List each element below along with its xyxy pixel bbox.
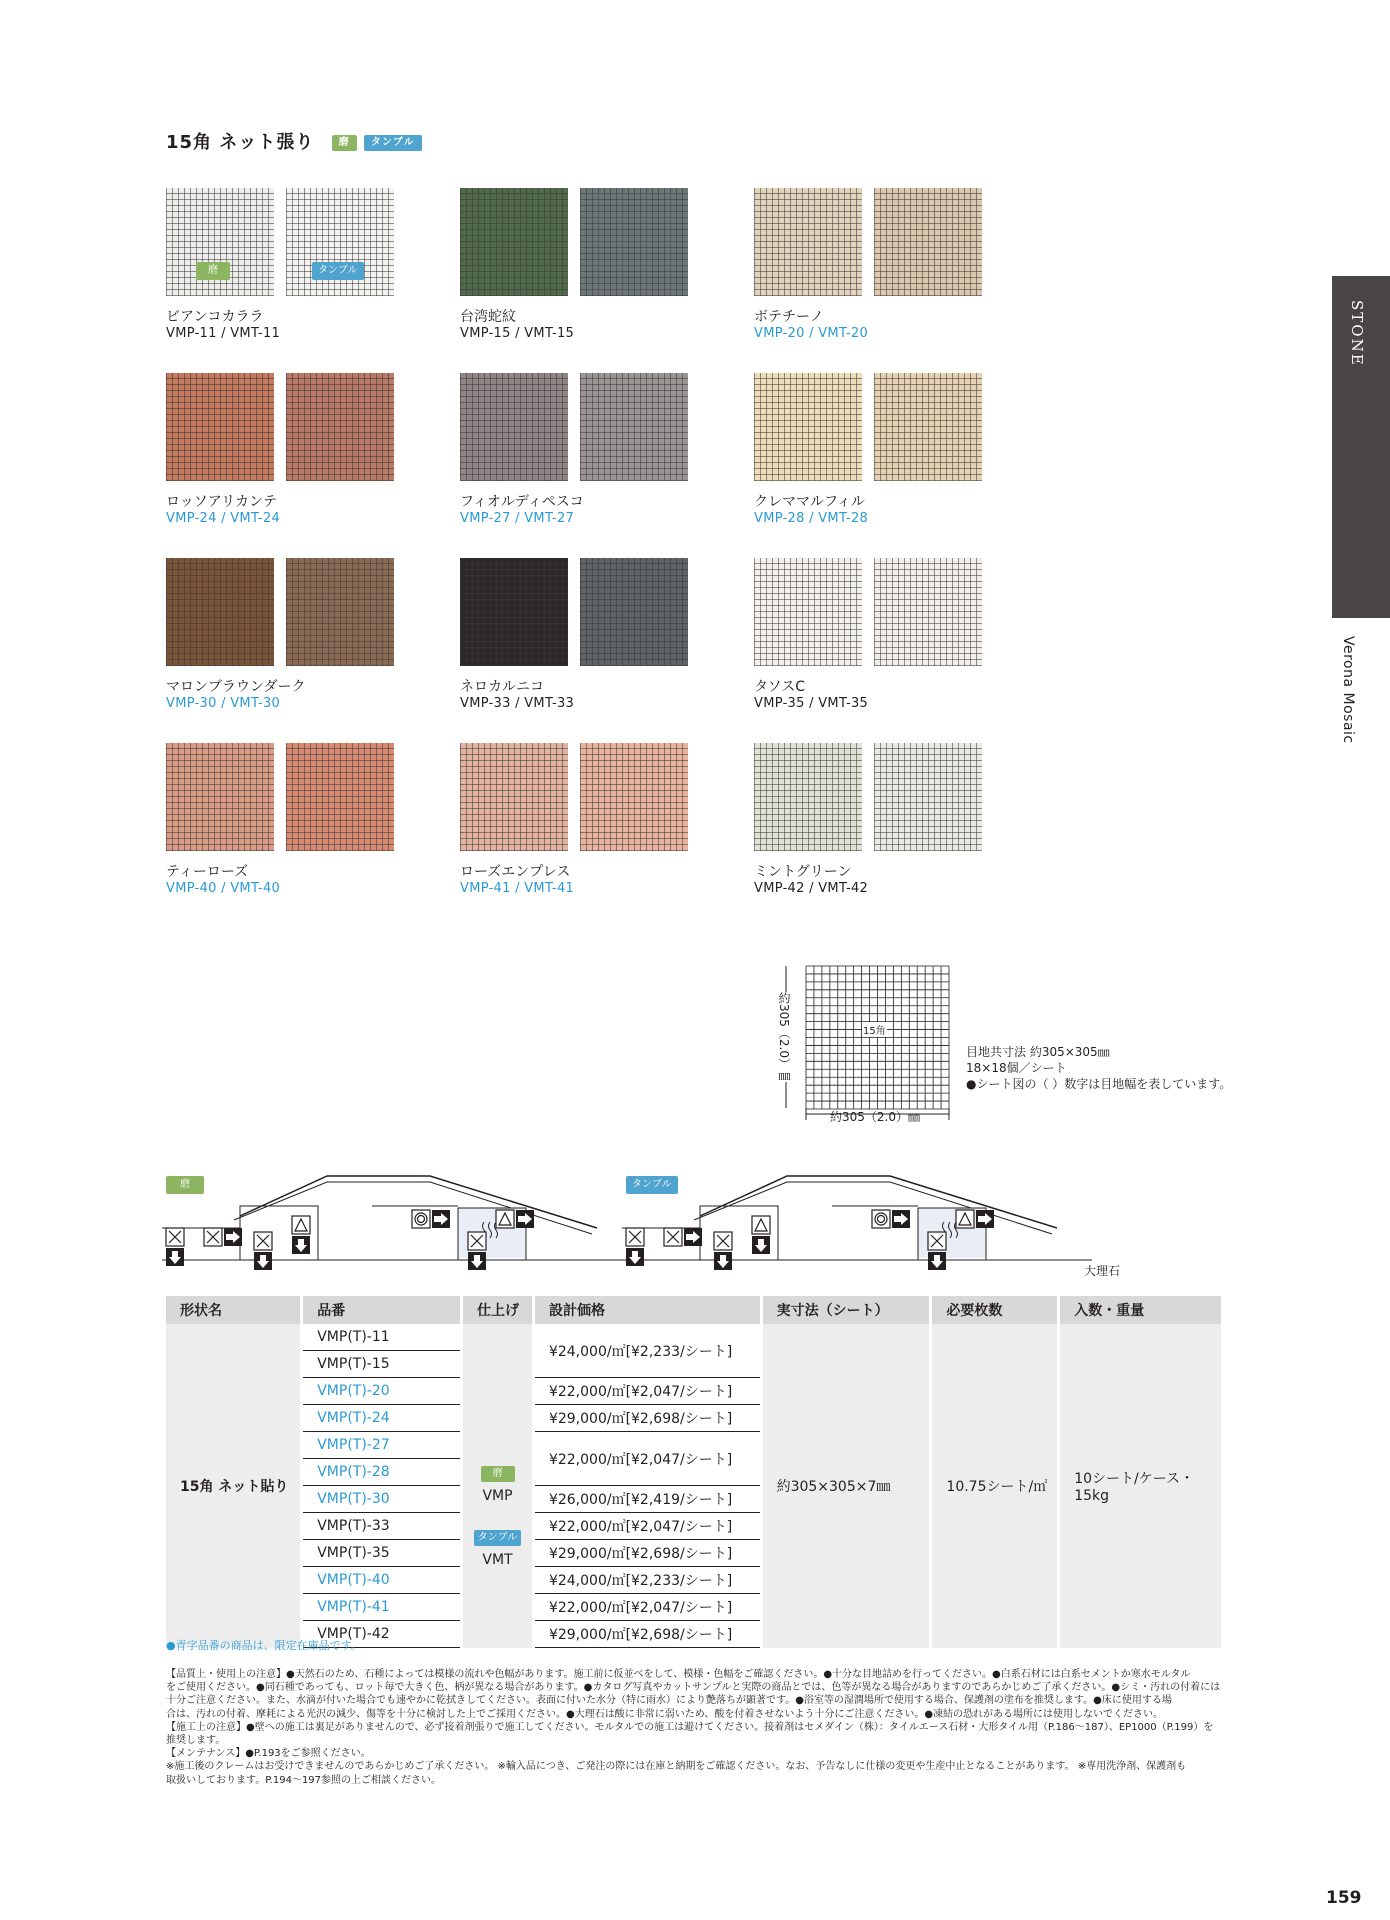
header-size: 実寸法（シート） bbox=[761, 1296, 931, 1324]
limited-stock-note: ●青字品番の商品は、限定在庫品です。 bbox=[166, 1639, 362, 1652]
note-line: をご使用ください。●同石種であっても、ロット毎で大きく色、柄が異なる場合があります。●カタログ写真やカットサンプルと実際の商品とでは、色等が異なる場合がありますのであらかじめご了承ください。●シミ・汚れの付着には bbox=[166, 1682, 1221, 1694]
tumbled-swatch bbox=[286, 373, 394, 481]
product-name: クレママルフィル bbox=[754, 494, 865, 510]
product-name: ロッソアリカンテ bbox=[166, 494, 278, 510]
diagram-tumbled-badge: タンブル bbox=[626, 1176, 678, 1194]
wall-line bbox=[622, 1216, 700, 1228]
price-cell: ¥24,000/㎡[¥2,233/シート] bbox=[533, 1324, 761, 1378]
material-label: 大理石 bbox=[1084, 1264, 1121, 1278]
polished-swatch bbox=[166, 373, 274, 481]
header-required: 必要枚数 bbox=[931, 1296, 1059, 1324]
product-name: 台湾蛇紋 bbox=[460, 309, 516, 325]
finish-polished-badge: 磨 bbox=[481, 1466, 515, 1482]
sheet-spec-line: 目地共寸法 約305×305㎜ bbox=[966, 1045, 1110, 1059]
notes bbox=[166, 1668, 1226, 1787]
polished-swatch bbox=[460, 743, 568, 851]
shape-name-cell: 15角 ネット貼り bbox=[166, 1324, 302, 1648]
note-line: 【施工上の注意】●壁への施工は裏足がありませんので、必ず接着剤張りで施工してください。モルタルでの施工は避けてください。接着剤はセメダイン（株）：タイルエース石材・大形タイル用（P.186〜187）、EP1000（P.199）を bbox=[166, 1721, 1214, 1733]
spec-table bbox=[166, 1296, 1224, 1648]
product-code: VMP-33 / VMT-33 bbox=[460, 696, 575, 711]
product-code: VMP-42 / VMT-42 bbox=[754, 881, 869, 896]
product-name: フィオルディペスコ bbox=[460, 494, 584, 510]
tumbled-swatch bbox=[874, 373, 982, 481]
code-cell: VMP(T)-42 bbox=[302, 1621, 462, 1648]
size-cell: 約305×305×7㎜ bbox=[761, 1324, 931, 1648]
tumbled-swatch bbox=[580, 373, 688, 481]
price-cell: ¥29,000/㎡[¥2,698/シート] bbox=[533, 1621, 761, 1648]
code-cell: VMP(T)-11 bbox=[302, 1324, 462, 1351]
sheet-spec bbox=[966, 1044, 1231, 1092]
price-cell: ¥29,000/㎡[¥2,698/シート] bbox=[533, 1540, 761, 1567]
polished-swatch bbox=[166, 743, 274, 851]
wall-line bbox=[162, 1216, 240, 1228]
product-code: VMP-28 / VMT-28 bbox=[754, 511, 869, 526]
code-cell: VMP(T)-41 bbox=[302, 1594, 462, 1621]
product-code: VMP-35 / VMT-35 bbox=[754, 696, 869, 711]
code-cell: VMP(T)-33 bbox=[302, 1513, 462, 1540]
section-title: 15角 ネット張り bbox=[166, 132, 315, 153]
code-cell: VMP(T)-40 bbox=[302, 1567, 462, 1594]
price-cell: ¥24,000/㎡[¥2,233/シート] bbox=[533, 1567, 761, 1594]
header-shape: 形状名 bbox=[166, 1296, 302, 1324]
tumbled-swatch bbox=[286, 743, 394, 851]
product-name: ティーローズ bbox=[166, 864, 249, 880]
tumbled-swatch bbox=[874, 558, 982, 666]
code-cell: VMP(T)-27 bbox=[302, 1432, 462, 1459]
polished-swatch bbox=[754, 743, 862, 851]
polished-swatch bbox=[460, 188, 568, 296]
sheet-diagram bbox=[770, 958, 1030, 1128]
tumbled-swatch bbox=[874, 188, 982, 296]
product-name: マロンブラウンダーク bbox=[166, 679, 306, 695]
code-cell: VMP(T)-20 bbox=[302, 1378, 462, 1405]
sheet-grid bbox=[806, 966, 949, 1109]
swatch-tumbled-badge: タンブル bbox=[312, 262, 364, 280]
polished-swatch bbox=[166, 558, 274, 666]
code-cell: VMP(T)-35 bbox=[302, 1540, 462, 1567]
tumbled-usage-diagram bbox=[622, 1176, 1092, 1270]
polished-swatch bbox=[754, 558, 862, 666]
product-code: VMP-24 / VMT-24 bbox=[166, 511, 281, 526]
tumbled-swatch bbox=[580, 743, 688, 851]
note-line: 推奨します。 bbox=[166, 1735, 226, 1747]
product-code: VMP-30 / VMT-30 bbox=[166, 696, 281, 711]
product-code: VMP-27 / VMT-27 bbox=[460, 511, 575, 526]
finish-cell bbox=[462, 1324, 534, 1648]
polished-usage-diagram bbox=[162, 1176, 632, 1270]
tumbled-badge: タンブル bbox=[364, 135, 422, 151]
code-cell: VMP(T)-15 bbox=[302, 1351, 462, 1378]
code-cell: VMP(T)-24 bbox=[302, 1405, 462, 1432]
usage-diagrams bbox=[162, 1168, 1102, 1278]
note-line: 合は、汚れの付着、摩耗による光沢の減少、傷等を十分に検討した上でご採用ください。●大理石は酸に非常に弱いため、酸を付着させないよう十分にご注意ください。●凍結の恐れがある場所には使用しないでください。 bbox=[166, 1708, 1164, 1720]
header-code: 品番 bbox=[302, 1296, 462, 1324]
price-cell: ¥22,000/㎡[¥2,047/シート] bbox=[533, 1432, 761, 1486]
polished-badge: 磨 bbox=[332, 135, 357, 151]
header-price: 設計価格 bbox=[533, 1296, 761, 1324]
product-code: VMP-11 / VMT-11 bbox=[166, 326, 281, 341]
section-heading bbox=[166, 128, 422, 154]
polished-swatch bbox=[460, 558, 568, 666]
product-code: VMP-40 / VMT-40 bbox=[166, 881, 281, 896]
note-line: 取扱いしております。P.194〜197参照の上ご相談ください。 bbox=[166, 1774, 442, 1786]
product-name: ミントグリーン bbox=[754, 864, 852, 880]
table-row bbox=[166, 1324, 1223, 1351]
required-cell: 10.75シート/㎡ bbox=[931, 1324, 1059, 1648]
note-line: 【品質上・使用上の注意】●天然石のため、石種によっては模様の流れや色幅があります。施工前に仮並べをして、模様・色幅をご確認ください。●十分な目地詰めを行ってください。●白系石材には白系セメントか寒水モルタル bbox=[166, 1669, 1191, 1680]
price-cell: ¥22,000/㎡[¥2,047/シート] bbox=[533, 1378, 761, 1405]
price-cell: ¥26,000/㎡[¥2,419/シート] bbox=[533, 1486, 761, 1513]
tumbled-swatch bbox=[580, 188, 688, 296]
tumbled-swatch bbox=[874, 743, 982, 851]
finish-tumbled-label: VMT bbox=[482, 1551, 513, 1568]
page-number: 159 bbox=[1326, 1888, 1362, 1908]
code-cell: VMP(T)-30 bbox=[302, 1486, 462, 1513]
tumbled-swatch bbox=[580, 558, 688, 666]
product-code: VMP-41 / VMT-41 bbox=[460, 881, 575, 896]
price-cell: ¥22,000/㎡[¥2,047/シート] bbox=[533, 1594, 761, 1621]
packing-cell: 10シート/ケース・15kg bbox=[1059, 1324, 1223, 1648]
series-name: Verona Mosaic bbox=[1340, 636, 1356, 744]
code-cell: VMP(T)-28 bbox=[302, 1459, 462, 1486]
sheet-spec-line: ●シート図の（ ）数字は目地幅を表しています。 bbox=[966, 1077, 1232, 1091]
polished-swatch bbox=[460, 373, 568, 481]
product-name: ビアンコカララ bbox=[166, 309, 264, 325]
header-packing: 入数・重量 bbox=[1059, 1296, 1223, 1324]
sheet-width-label: 約305（2.0）㎜ bbox=[830, 1110, 920, 1124]
price-cell: ¥22,000/㎡[¥2,047/シート] bbox=[533, 1513, 761, 1540]
product-code: VMP-20 / VMT-20 bbox=[754, 326, 869, 341]
product-name: タソスC bbox=[754, 679, 806, 695]
polished-swatch bbox=[754, 373, 862, 481]
product-code: VMP-15 / VMT-15 bbox=[460, 326, 575, 341]
side-tab-label: STONE bbox=[1348, 300, 1366, 367]
finish-polished-label: VMP bbox=[482, 1487, 513, 1504]
note-line: ※施工後のクレームはお受けできませんのであらかじめご了承ください。 ※輸入品につき、ご発注の際には在庫と納期をご確認ください。なお、予告なしに仕様の変更や生産中止となることがあります。 ※専用洗浄剤、保護剤も bbox=[166, 1761, 1187, 1773]
table-header-row bbox=[166, 1296, 1223, 1324]
swatch-polished-badge: 磨 bbox=[196, 262, 230, 280]
tumbled-swatch bbox=[286, 558, 394, 666]
finish-tumbled-badge: タンブル bbox=[474, 1530, 522, 1546]
polished-swatch bbox=[754, 188, 862, 296]
note-line: 十分ご注意ください。また、水滴が付いた場合でも速やかに乾拭きしてください。表面に付いた水分（特に雨水）により艶落ちが顕著です。●浴室等の湿潤場所で使用する場合、保護剤の塗布を推奨します。●床に使用する場 bbox=[166, 1695, 1172, 1707]
header-finish: 仕上げ bbox=[462, 1296, 534, 1324]
sheet-cell-label: 15角 bbox=[862, 1022, 887, 1037]
sheet-height-label: 約305（2.0）㎜ bbox=[777, 992, 791, 1082]
product-name: ローズエンプレス bbox=[460, 864, 571, 880]
product-name: ネロカルニコ bbox=[460, 679, 544, 695]
price-cell: ¥29,000/㎡[¥2,698/シート] bbox=[533, 1405, 761, 1432]
product-name: ボテチーノ bbox=[754, 309, 824, 325]
sheet-spec-line: 18×18個／シート bbox=[966, 1061, 1067, 1075]
note-line: 【メンテナンス】●P.193をご参照ください。 bbox=[166, 1748, 371, 1760]
diagram-polished-badge: 磨 bbox=[166, 1176, 204, 1194]
